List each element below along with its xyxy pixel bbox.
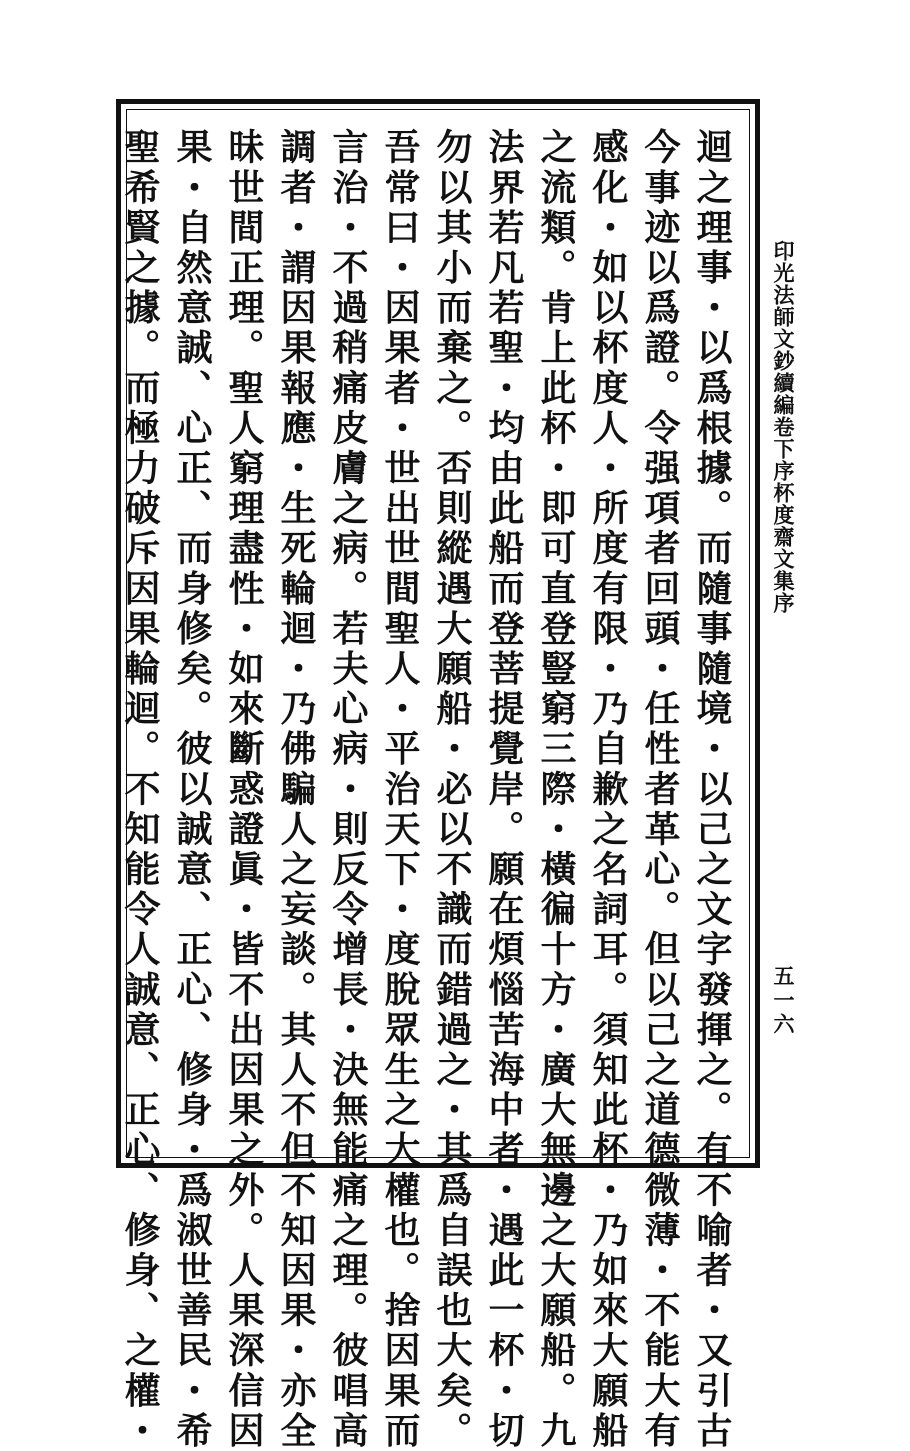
text-column: 果・自然意誠、心正、而身修矣。彼以誠意、正心、修身・爲淑世善民・希: [171, 128, 213, 1451]
text-column: 迴之理事・以爲根據。而隨事隨境・以己之文字發揮之。有不喻者・又引古: [691, 128, 733, 1451]
text-column: 調者・謂因果報應・生死輪迴・乃佛騙人之妄談。其人不但不知因果・亦全: [275, 128, 317, 1451]
page-number: 五一六: [771, 965, 795, 1037]
running-header: [768, 240, 798, 614]
chapter-title: 杯度齋文集序: [771, 482, 795, 614]
book-title: 印光法師文鈔續編卷下: [771, 240, 795, 460]
text-column: 之流類。肯上此杯・即可直登豎窮三際・橫徧十方・廣大無邊之大願船。九: [535, 128, 577, 1451]
text-column: 言治・不過稍痛皮膚之病。若夫心病・則反令增長・決無能痛之理。彼唱高: [327, 128, 369, 1451]
text-column: 勿以其小而棄之。否則縱遇大願船・必以不識而錯過之・其爲自誤也大矣。: [431, 128, 473, 1451]
text-column: 法界若凡若聖・均由此船而登菩提覺岸。願在煩惱苦海中者・遇此一杯・切: [483, 128, 525, 1451]
text-column: 聖希賢之據。而極力破斥因果輪迴。不知能令人誠意、正心、修身、之權・: [119, 128, 161, 1451]
text-column: 吾常曰・因果者・世出世間聖人・平治天下・度脫眾生之大權也。捨因果而: [379, 128, 421, 1451]
text-column: 昧世間正理。聖人窮理盡性・如來斷惑證眞・皆不出因果之外。人果深信因: [223, 128, 265, 1451]
text-column: 感化・如以杯度人・所度有限・乃自歉之名詞耳。須知此杯・乃如來大願船: [587, 128, 629, 1451]
text-column: 今事迹以爲證。令强項者回頭・任性者革心。但以己之道德微薄・不能大有: [639, 128, 681, 1451]
body-text: [119, 128, 738, 1451]
section-label: 序: [771, 460, 795, 482]
